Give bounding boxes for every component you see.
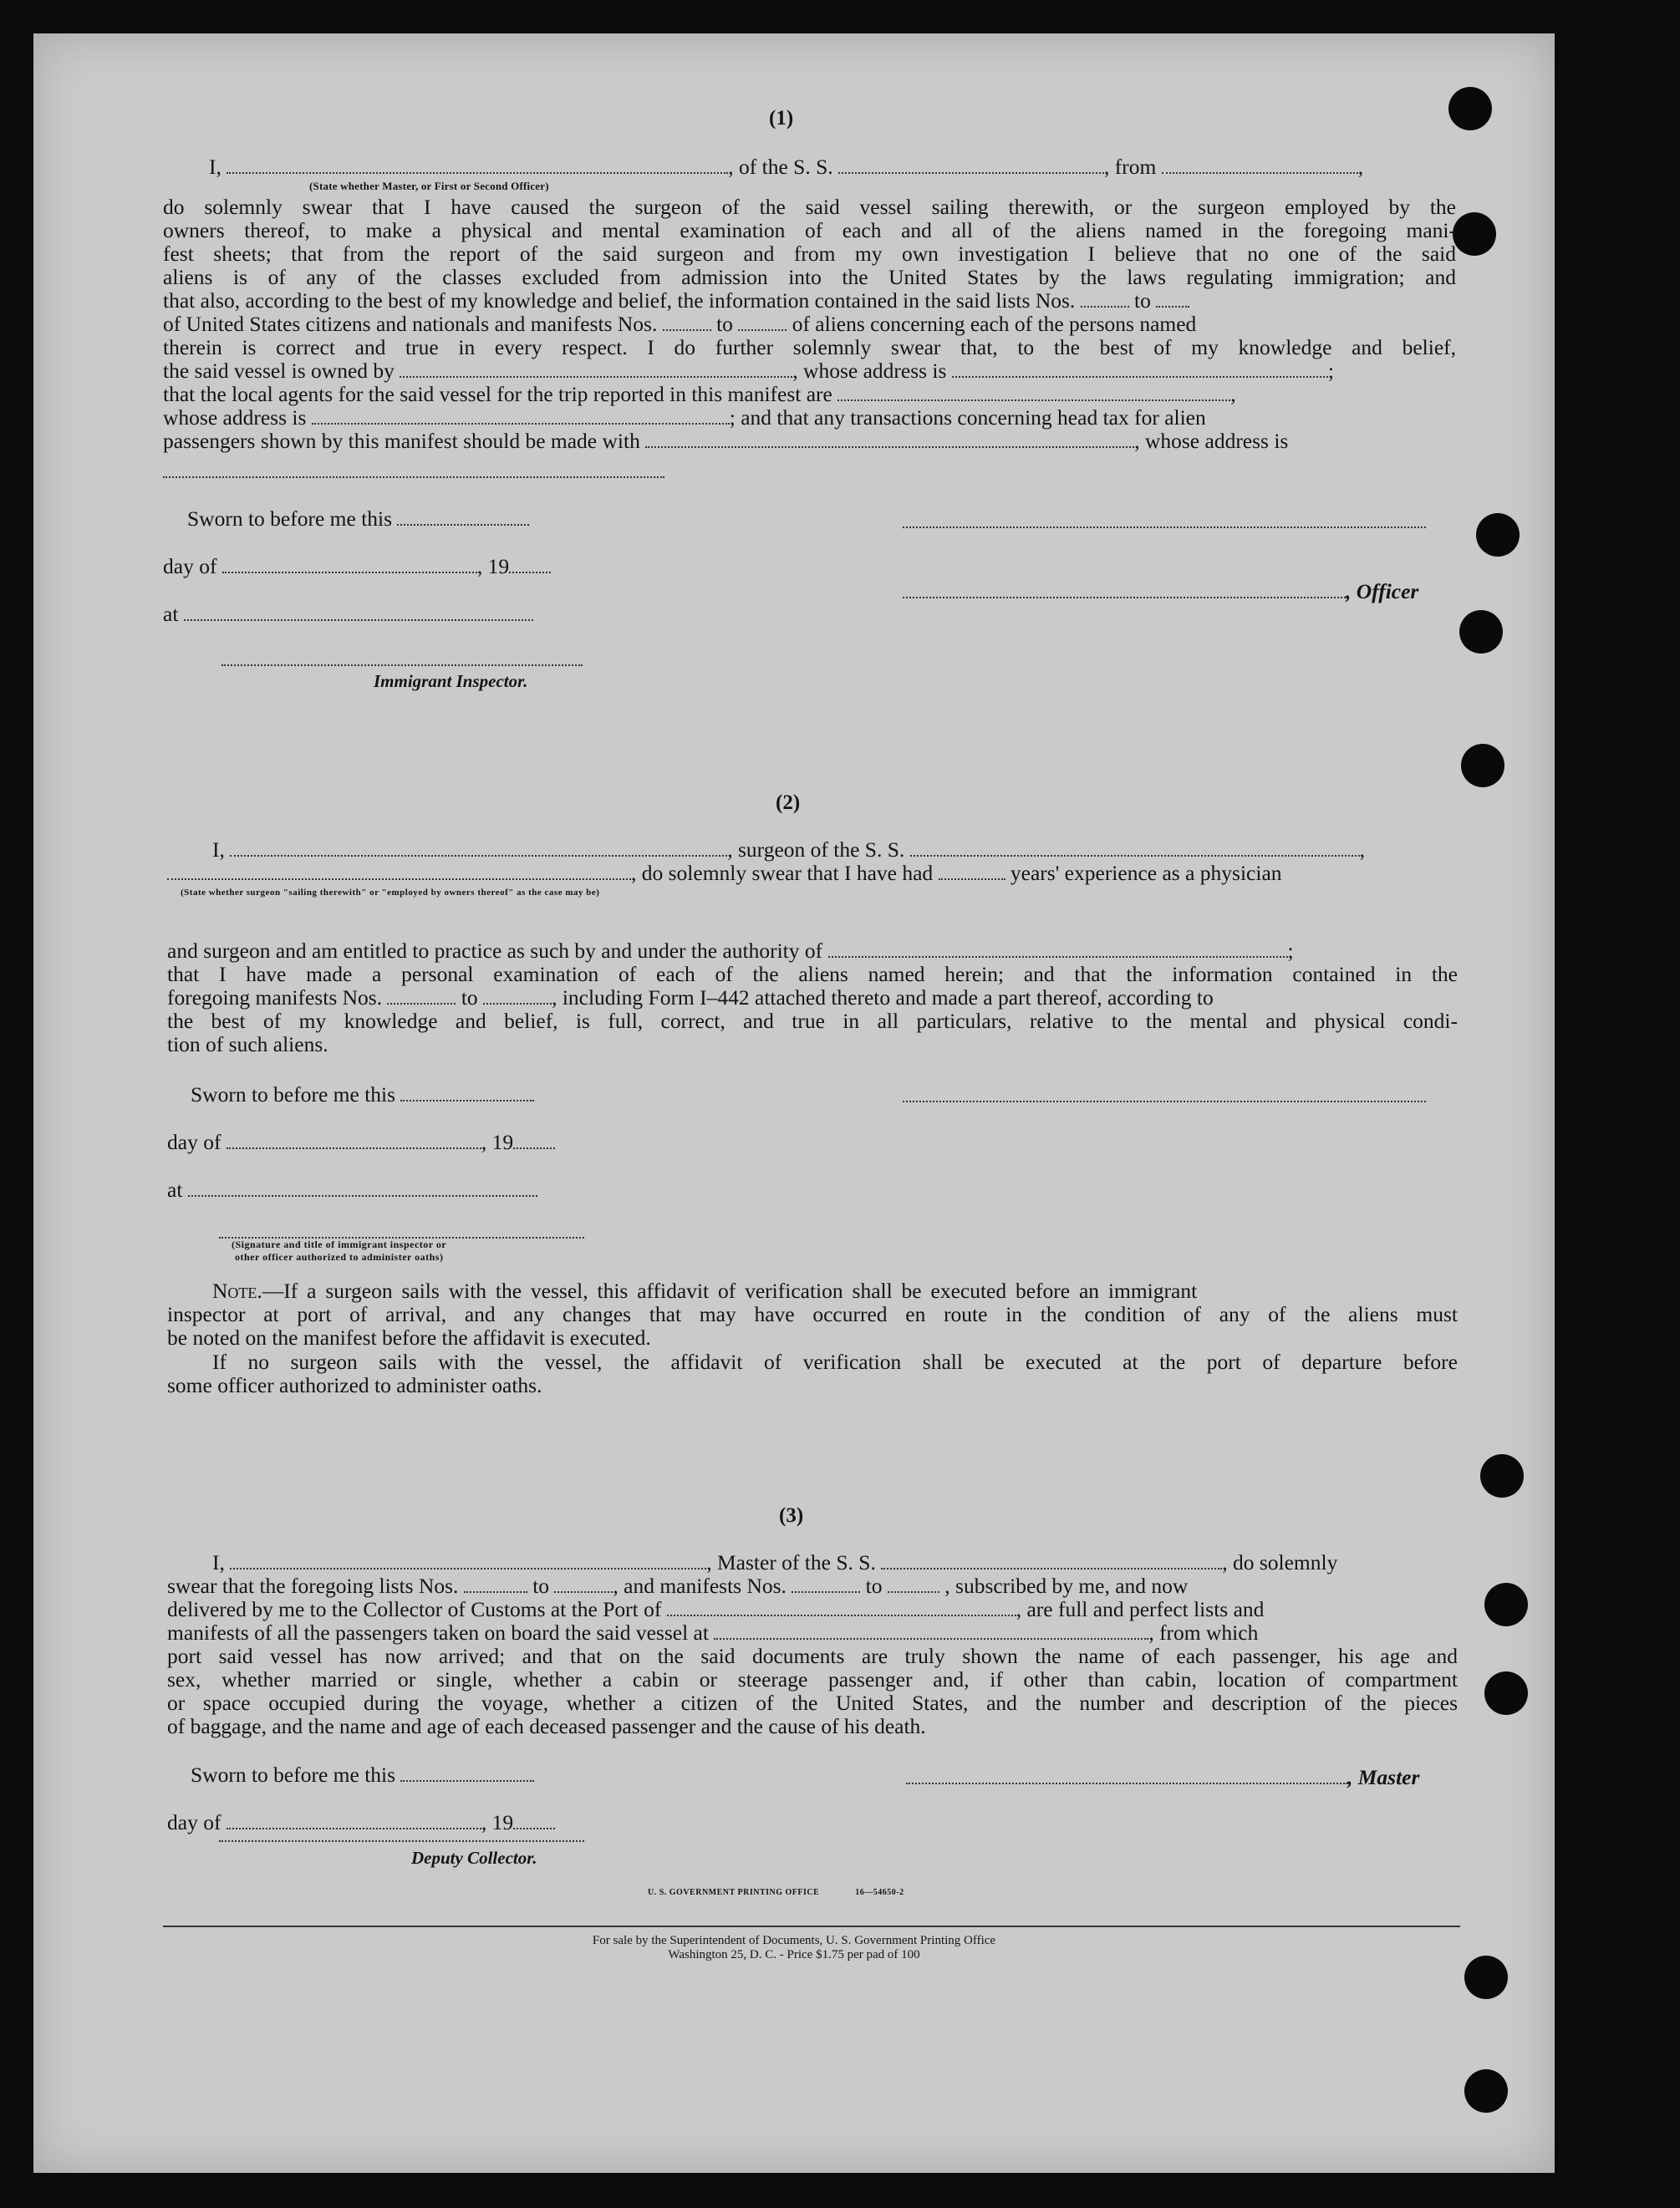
text: to [461, 985, 478, 1010]
text: , surgeon of the S. S. [727, 837, 905, 862]
day-of-line-3 [167, 1810, 555, 1835]
text: Sworn to before me this [191, 1082, 396, 1107]
note-line-3: be noted on the manifest before the affidavit is executed. [167, 1325, 651, 1350]
text: delivered by me to the Collector of Customs at the Port of [167, 1597, 662, 1621]
boarding-port-field[interactable] [714, 1621, 1148, 1640]
master-manifests-from-field[interactable] [792, 1575, 860, 1593]
owner-address-field[interactable] [952, 359, 1328, 378]
port-field[interactable] [667, 1598, 1016, 1616]
punch-hole [1464, 2069, 1508, 2113]
text: , [1357, 155, 1364, 179]
section-2-line-4: that I have made a personal examination of each of the aliens named herein; and that the information contained in the [167, 962, 1458, 986]
section-3-line-5: port said vessel has now arrived; and that on the said documents are truly shown the name of each passenger, his age and [167, 1644, 1458, 1668]
section-2-heading: (2) [776, 791, 801, 814]
text: , are full and perfect lists and [1016, 1597, 1265, 1621]
section-1-line-11 [163, 405, 1206, 430]
text: , do solemnly [1222, 1550, 1338, 1575]
head-tax-contact-field[interactable] [645, 430, 1134, 448]
text: , including Form I–442 attached thereto and made a part thereof, according to [552, 985, 1214, 1010]
section-2-line-5 [167, 985, 1214, 1010]
officer-signature-field[interactable] [903, 580, 1346, 598]
text: at [167, 1178, 183, 1202]
years-experience-field[interactable] [939, 862, 1005, 880]
officer-name-field[interactable] [227, 155, 728, 174]
note-line-1 [212, 1279, 1458, 1304]
surgeon-signature-line[interactable] [903, 1101, 1426, 1102]
text: day of [167, 1810, 221, 1834]
lists-to-field[interactable] [1156, 289, 1189, 308]
surgeon-vessel-field[interactable] [910, 838, 1360, 857]
text: , Master of the S. S. [706, 1550, 876, 1575]
punch-hole [1459, 610, 1503, 654]
text: I, [212, 837, 225, 862]
text: I, [209, 155, 221, 179]
text: , do solemnly swear that I have had [631, 861, 934, 885]
address-continuation-line[interactable] [163, 476, 664, 478]
text: that the local agents for the said vessel for the trip reported in this manifest are [163, 382, 832, 406]
master-manifests-to-field[interactable] [888, 1575, 939, 1593]
text: years' experience as a physician [1010, 861, 1282, 885]
text: Sworn to before me this [187, 506, 393, 531]
master-vessel-field[interactable] [881, 1551, 1222, 1570]
surgeon-manifest-from-field[interactable] [387, 986, 456, 1005]
section-3-heading: (3) [779, 1504, 804, 1527]
surgeon-note: (State whether surgeon "sailing therewith" or "employed by owners thereof" as the case may be) [181, 888, 600, 898]
year-field-2[interactable] [513, 1131, 555, 1149]
section-1-heading: (1) [769, 107, 794, 130]
text: of aliens concerning each of the persons named [792, 312, 1197, 336]
day-of-line [163, 554, 551, 579]
master-lists-to-field[interactable] [554, 1575, 613, 1593]
master-signature-line [906, 1765, 1419, 1790]
section-1-line-8: therein is correct and true in every respect. I do further solemnly swear that, to the best of my knowledge and belief, [163, 335, 1456, 359]
text: and surgeon and am entitled to practice as such by and under the authority of [167, 939, 823, 963]
sworn-day-field[interactable] [397, 507, 529, 526]
gpo-imprint [648, 1880, 904, 1905]
text: day of [167, 1130, 221, 1154]
section-3-line-3 [167, 1597, 1264, 1622]
lists-from-field[interactable] [1081, 289, 1129, 308]
text: at [163, 602, 179, 626]
authority-field[interactable] [828, 939, 1288, 958]
text: U. S. GOVERNMENT PRINTING OFFICE [648, 1888, 820, 1897]
section-3-line-7: or space occupied during the voyage, whether a citizen of the United States, and the number and description of the pieces [167, 1691, 1458, 1715]
sworn-line [187, 506, 529, 532]
sworn-line-2 [191, 1082, 534, 1107]
text: to [865, 1574, 883, 1598]
sale-line-2: Washington 25, D. C. - Price $1.75 per pad of 100 [668, 1948, 920, 1961]
text: to [1134, 288, 1151, 313]
text: ; and that any transactions concerning head tax for alien [729, 405, 1206, 430]
section-1-line-4: fest sheets; that from the report of the said surgeon and from my own investigation I believe that no one of the said [163, 242, 1456, 266]
section-2-line-7: tion of such aliens. [167, 1032, 328, 1056]
section-3-line-1 [212, 1550, 1337, 1575]
note-line-2: inspector at port of arrival, and any changes that may have occurred en route in the condition of any of the aliens must [167, 1302, 1458, 1326]
punch-hole [1484, 1671, 1528, 1715]
punch-hole [1461, 744, 1504, 787]
section-1-line-3: owners thereof, to make a physical and mental examination of each and all of the aliens named in the foregoing mani- [163, 218, 1456, 242]
place-field-2[interactable] [188, 1178, 537, 1197]
year-field-3[interactable] [513, 1811, 555, 1829]
signature-note-2: other officer authorized to administer oaths) [235, 1251, 444, 1263]
punch-hole [1484, 1583, 1528, 1626]
section-1-line-12 [163, 429, 1288, 454]
local-agents-field[interactable] [837, 383, 1230, 401]
section-3-line-2 [167, 1574, 1188, 1599]
officer-signature-line [903, 579, 1418, 604]
text: swear that the foregoing lists Nos. [167, 1574, 459, 1598]
text: to [532, 1574, 550, 1598]
sworn-line-3 [191, 1763, 534, 1788]
text: , from [1104, 155, 1157, 179]
master-lists-from-field[interactable] [464, 1575, 527, 1593]
month-field-3[interactable] [227, 1811, 481, 1829]
year-field[interactable] [509, 555, 551, 573]
text: ; [1287, 939, 1294, 963]
text: , from which [1148, 1620, 1259, 1645]
text: Sworn to before me this [191, 1763, 396, 1787]
text: , 19 [476, 554, 510, 578]
text: I, [212, 1550, 225, 1575]
text: , subscribed by me, and now [944, 1574, 1189, 1598]
text: of United States citizens and nationals and manifests Nos. [163, 312, 658, 336]
note-line-4: If no surgeon sails with the vessel, the affidavit of verification shall be executed at the port of departure before [212, 1350, 1458, 1374]
text: that also, according to the best of my knowledge and belief, the information contained in the said lists Nos. [163, 288, 1076, 313]
text: to [716, 312, 733, 336]
text: , [1230, 382, 1236, 406]
surgeon-manifest-to-field[interactable] [483, 986, 552, 1005]
collector-label: Deputy Collector. [411, 1848, 537, 1868]
place-field[interactable] [184, 603, 533, 621]
sworn-day-field-2[interactable] [400, 1083, 534, 1101]
master-name-field[interactable] [230, 1551, 706, 1570]
section-3-line-4 [167, 1620, 1258, 1646]
at-line [163, 602, 533, 627]
vessel-name-field[interactable] [838, 155, 1104, 174]
section-3-line-8: of baggage, and the name and age of each deceased passenger and the cause of his death. [167, 1714, 926, 1738]
collector-signature-line[interactable] [219, 1840, 584, 1842]
sworn-day-field-3[interactable] [400, 1763, 534, 1782]
text: , 19 [481, 1130, 514, 1154]
master-label: , Master [1347, 1765, 1420, 1789]
text: foregoing manifests Nos. [167, 985, 383, 1010]
punch-hole [1480, 1454, 1524, 1498]
month-field-2[interactable] [227, 1131, 481, 1149]
section-3-line-6: sex, whether married or single, whether a cabin or steerage passenger and, if other than cabin, location of compartment [167, 1667, 1458, 1692]
signature-note-1: (Signature and title of immigrant inspector or [232, 1239, 447, 1250]
inspector-label: Immigrant Inspector. [374, 671, 528, 691]
text: whose address is [163, 405, 307, 430]
owner-field[interactable] [400, 359, 792, 378]
section-2-line-6: the best of my knowledge and belief, is full, correct, and true in all particulars, relative to the mental and physical condi- [167, 1009, 1458, 1033]
section-1-line-2: do solemnly swear that I have caused the surgeon of the said vessel sailing therewith, or the surgeon employed by the [163, 195, 1456, 219]
text: , 19 [481, 1810, 514, 1834]
text: , of the S. S. [728, 155, 833, 179]
text: , whose address is [1134, 429, 1289, 453]
section-1-line-6 [163, 288, 1189, 313]
officer-label: , Officer [1346, 579, 1419, 603]
note-label: Note. [212, 1279, 262, 1303]
manifests-from-field[interactable] [663, 313, 711, 331]
section-1-line-10 [163, 382, 1236, 407]
text: passengers shown by this manifest should be made with [163, 429, 640, 453]
text: , whose address is [792, 359, 947, 383]
text: ; [1327, 359, 1334, 383]
month-field[interactable] [222, 555, 477, 573]
surgeon-name-field[interactable] [230, 838, 727, 857]
text: day of [163, 554, 217, 578]
text: —If a surgeon sails with the vessel, this affidavit of verification shall be executed before an immigrant [262, 1279, 1198, 1303]
from-port-field[interactable] [1162, 155, 1358, 174]
form-number: 16—54650-2 [855, 1888, 904, 1897]
day-of-line-2 [167, 1130, 555, 1155]
text: the said vessel is owned by [163, 359, 395, 383]
inspector-signature-line[interactable] [221, 664, 583, 666]
officer-signature-line-1[interactable] [903, 527, 1426, 528]
text: , [1359, 837, 1366, 862]
section-1-line-7 [163, 312, 1196, 337]
surgeon-status-field[interactable] [167, 862, 631, 880]
section-2-line-3 [167, 939, 1294, 964]
officer-note: (State whether Master, or First or Second Officer) [309, 180, 549, 192]
section-1-line-9 [163, 359, 1334, 384]
text: manifests of all the passengers taken on board the said vessel at [167, 1620, 709, 1645]
sale-line-1: For sale by the Superintendent of Documents, U. S. Government Printing Office [592, 1934, 996, 1947]
section-2-line-1 [212, 837, 1365, 862]
footer-rule [163, 1926, 1460, 1927]
form-sheet [33, 33, 1555, 2173]
master-signature-field[interactable] [906, 1766, 1347, 1784]
manifests-to-field[interactable] [738, 313, 787, 331]
at-line-2 [167, 1178, 537, 1203]
section-1-line-5: aliens is of any of the classes excluded from admission into the United States by the laws regulating immigration; and [163, 265, 1456, 289]
punch-hole [1448, 87, 1492, 130]
note-line-5: some officer authorized to administer oaths. [167, 1373, 542, 1397]
punch-hole [1453, 212, 1496, 256]
punch-hole [1476, 513, 1520, 557]
agents-address-field[interactable] [312, 406, 730, 425]
text: , and manifests Nos. [613, 1574, 787, 1598]
